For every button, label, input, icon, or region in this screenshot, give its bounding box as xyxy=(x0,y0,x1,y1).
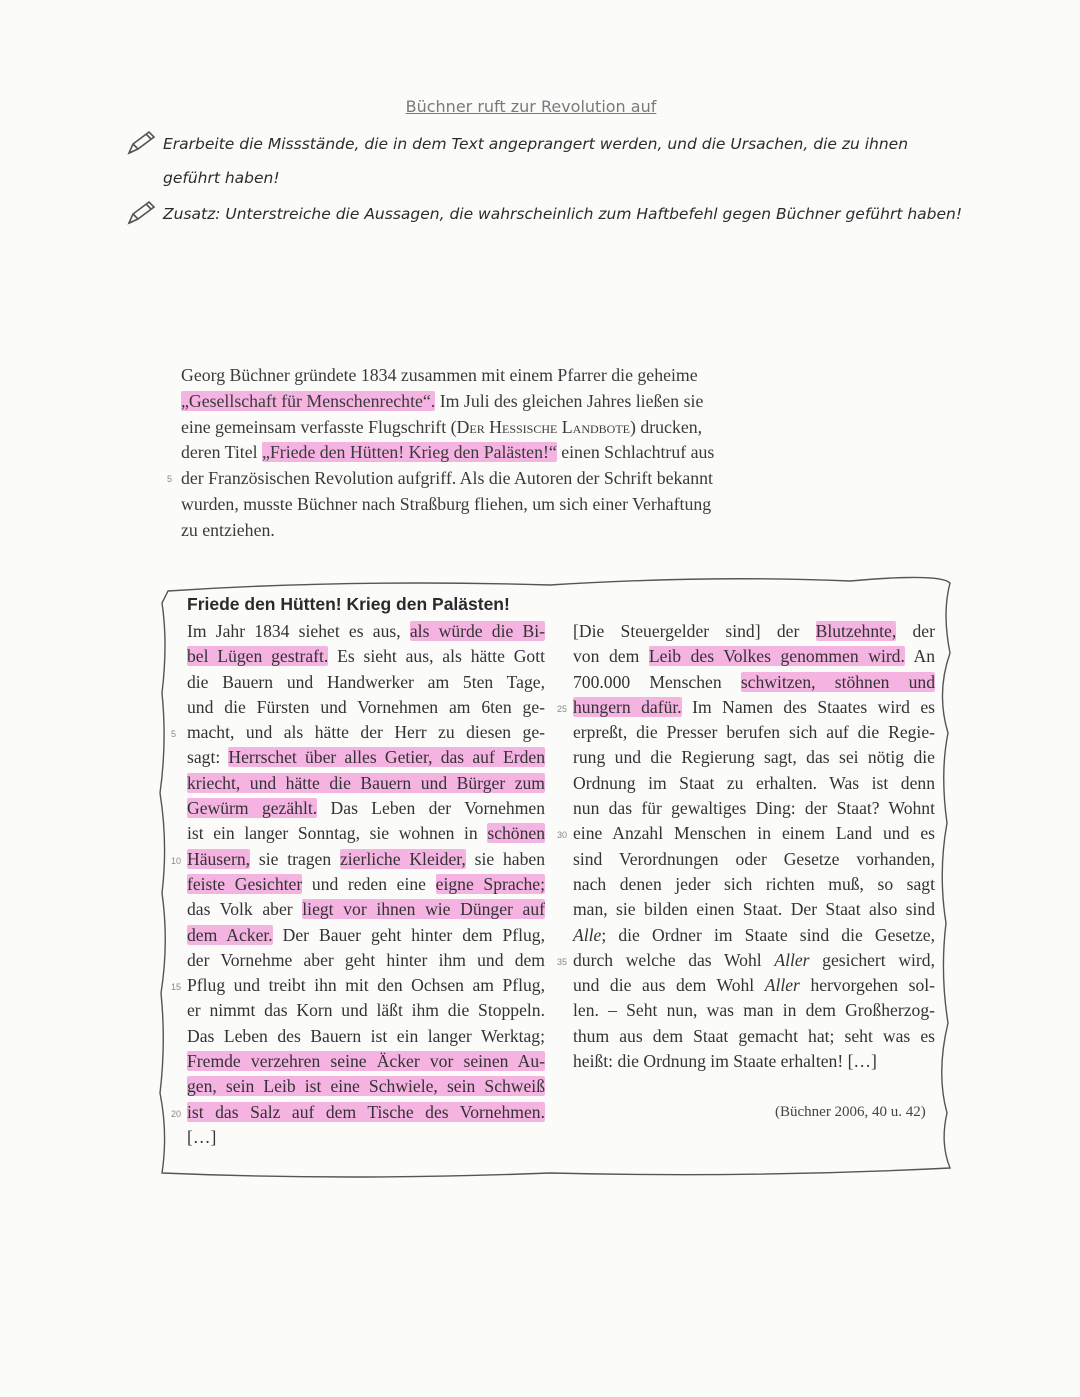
text: der xyxy=(896,621,935,641)
highlight: Blutzehnte, xyxy=(815,621,897,641)
text: der Französischen Revolution aufgriff. Als die Autoren der Schrift bekannt xyxy=(181,468,713,489)
quote-line: thum aus dem Staat gemacht hat; seht was es xyxy=(573,1025,935,1046)
line-number: 10 xyxy=(171,855,182,866)
highlight: Häusern, xyxy=(187,848,251,869)
quote-line xyxy=(187,644,545,669)
quote-line: der Vornehme aber geht hinter ihm und dem xyxy=(187,949,545,970)
text: 700.000 Menschen xyxy=(573,671,741,692)
text: Der Bauer geht hinter dem Pflug, xyxy=(272,924,546,945)
quote-line: heißt: die Ordnung im Staate erhalten! […] xyxy=(573,1051,877,1072)
quote-line: […] xyxy=(187,1126,217,1147)
highlight: feiste Gesichter xyxy=(187,873,303,894)
quote-line: man, sie bilden einen Staat. Der Staat also sind xyxy=(573,899,935,920)
highlight: Leib des Volkes genommen wird. xyxy=(648,646,905,667)
quote-line: er nimmt das Korn und läßt ihm die Stoppeln. xyxy=(187,1000,545,1021)
text: Pflug und treibt ihn mit den Ochsen am Pflug, xyxy=(187,975,545,996)
highlight: kriecht, und hätte die Bauern und Bürger zum xyxy=(187,772,545,793)
line-number: 30 xyxy=(557,830,568,841)
intro-line xyxy=(181,389,791,415)
quote-line xyxy=(573,644,935,669)
quote-line: und die Fürsten und Vornehmen am 6ten ge- xyxy=(187,696,545,717)
quote-line: len. – Seht nun, was man in dem Großherzog- xyxy=(573,1000,935,1021)
pencil-icon xyxy=(125,129,157,157)
quote-line xyxy=(171,1100,545,1125)
text: gesichert wird, xyxy=(809,949,935,970)
task-2 xyxy=(163,197,962,231)
line-number: 5 xyxy=(167,474,173,485)
text: [Die Steuergelder sind] der xyxy=(573,621,816,641)
quote-line: Das Leben des Bauern ist ein langer Werktag; xyxy=(187,1025,545,1046)
emphasis: Alle xyxy=(573,924,602,945)
text: einen Schlachtruf aus xyxy=(556,442,715,463)
quote-line xyxy=(557,695,935,720)
line-number: 20 xyxy=(171,1108,182,1119)
text: An xyxy=(904,646,935,667)
task-1-line-1: Erarbeite die Missstände, die in dem Text angeprangert werden, und die Ursachen, die zu ihnen xyxy=(163,135,909,153)
highlight: Fremde verzehren seine Äcker vor seinen Au- xyxy=(187,1051,545,1072)
quote-left-column xyxy=(171,619,546,1150)
citation: (Büchner 2006, 40 u. 42) xyxy=(775,1104,926,1120)
highlight: liegt vor ihnen wie Dünger auf xyxy=(302,899,546,920)
quote-line xyxy=(187,796,545,821)
book-title: Der Hessische Landbote xyxy=(456,416,630,437)
text: Im Namen des Staates wird es xyxy=(681,696,935,717)
highlight: „Friede den Hütten! Krieg den Palästen!“ xyxy=(262,442,557,463)
intro-line xyxy=(181,415,791,441)
highlight: bel Lügen gestraft. xyxy=(187,646,329,667)
quote-line xyxy=(171,973,545,998)
text: ) drucken, xyxy=(629,416,703,437)
highlight: schwitzen, stöhnen und xyxy=(740,671,935,692)
line-number: 5 xyxy=(171,729,177,740)
quote-line xyxy=(187,872,545,897)
text: deren Titel xyxy=(181,442,263,463)
text: eine gemeinsam verfasste Flugschrift ( xyxy=(181,416,457,437)
task-2-text: Zusatz: Unterstreiche die Aussagen, die wahrscheinlich zum Haftbefehl gegen Büchner geführt haben! xyxy=(163,205,963,223)
text: sie tragen xyxy=(250,848,340,869)
text: Im Jahr 1834 siehet es aus, xyxy=(187,621,410,641)
highlight: gen, sein Leib ist eine Schwiele, sein Schweiß xyxy=(187,1076,545,1097)
quote-title: Friede den Hütten! Krieg den Palästen! xyxy=(187,594,510,614)
quote-line xyxy=(187,1049,545,1074)
intro-line xyxy=(181,440,791,466)
text: ist ein langer Sonntag, sie wohnen in xyxy=(187,823,488,844)
highlight: als würde die Bi- xyxy=(409,621,545,641)
highlight: dem Acker. xyxy=(187,924,273,945)
intro-line xyxy=(167,466,791,492)
highlight: eigne Sprache; xyxy=(435,873,545,894)
quote-line xyxy=(187,1074,545,1099)
quote-line: erpreßt, die Presser berufen sich auf die Regie- xyxy=(573,722,935,743)
emphasis: Aller xyxy=(774,949,810,970)
quote-line xyxy=(187,619,545,644)
text: Es sieht aus, als hätte Gott xyxy=(328,646,545,667)
highlight: schönen xyxy=(487,823,545,844)
quote-line xyxy=(187,897,545,922)
quote-line xyxy=(187,745,545,770)
quote-line xyxy=(187,821,545,846)
line-number: 25 xyxy=(557,703,568,714)
quote-line: nun das für gewaltiges Ding: der Staat? Wohnt xyxy=(573,798,935,819)
quote-line xyxy=(557,948,935,973)
quote-line xyxy=(557,821,935,846)
line-number: 35 xyxy=(557,956,568,967)
task-1-line-2: geführt haben! xyxy=(163,169,280,187)
task-1 xyxy=(163,127,908,195)
pencil-icon xyxy=(125,199,157,227)
highlight: „Gesellschaft für Menschenrechte“. xyxy=(181,390,436,411)
quote-line: Ordnung im Staat zu erhalten. Was ist denn xyxy=(573,772,935,793)
text: von dem xyxy=(573,646,649,667)
highlight: Gewürm gezählt. xyxy=(187,798,318,819)
quote-line xyxy=(573,619,935,644)
text: eine Anzahl Menschen in einem Land und es xyxy=(573,823,935,844)
quote-line: sind Verordnungen oder Gesetze vorhanden, xyxy=(573,848,935,869)
highlight: Herrschet über alles Getier, das auf Erden xyxy=(228,747,545,768)
text: hervorgehen sol- xyxy=(799,975,935,996)
quote-line: nach denen jeder sich richten muß, so sagt xyxy=(573,873,935,894)
text: ; die Ordner im Staate sind die Gesetze, xyxy=(601,924,935,945)
intro-line: zu entziehen. xyxy=(181,519,275,540)
line-number: 15 xyxy=(171,982,182,993)
highlight: ist das Salz auf dem Tische des Vornehmen. xyxy=(187,1101,545,1122)
text: Das Leben der Vornehmen xyxy=(317,798,545,819)
quote-line xyxy=(187,923,545,948)
text: und die aus dem Wohl xyxy=(573,975,765,996)
quote-line xyxy=(187,771,545,796)
quote-line xyxy=(573,973,935,998)
text: macht, und als hätte der Herr zu diesen ge- xyxy=(187,722,545,743)
quote-right-column xyxy=(557,619,935,1074)
intro-line: wurden, musste Büchner nach Straßburg fliehen, um sich einer Verhaftung xyxy=(181,493,712,514)
quote-line xyxy=(573,923,935,948)
text: sie haben xyxy=(465,848,545,869)
text: sagt: xyxy=(187,747,229,768)
intro-paragraph xyxy=(167,363,791,544)
highlight: zierliche Kleider, xyxy=(339,848,466,869)
text: das Volk aber xyxy=(187,899,303,920)
quote-line xyxy=(171,720,545,745)
text: durch welche das Wohl xyxy=(573,949,775,970)
page-title: Büchner ruft zur Revolution auf xyxy=(405,97,657,116)
highlight: hungern dafür. xyxy=(573,696,682,717)
text: Im Juli des gleichen Jahres ließen sie xyxy=(435,390,704,411)
text: und reden eine xyxy=(302,873,436,894)
quote-line xyxy=(573,670,935,695)
emphasis: Aller xyxy=(764,975,800,996)
intro-line: Georg Büchner gründete 1834 zusammen mit einem Pfarrer die geheime xyxy=(181,365,698,385)
quote-line: die Bauern und Handwerker am 5ten Tage, xyxy=(187,671,545,692)
quote-line xyxy=(171,847,545,872)
quote-line: rung und die Regierung sagt, das sei nötig die xyxy=(573,747,935,768)
